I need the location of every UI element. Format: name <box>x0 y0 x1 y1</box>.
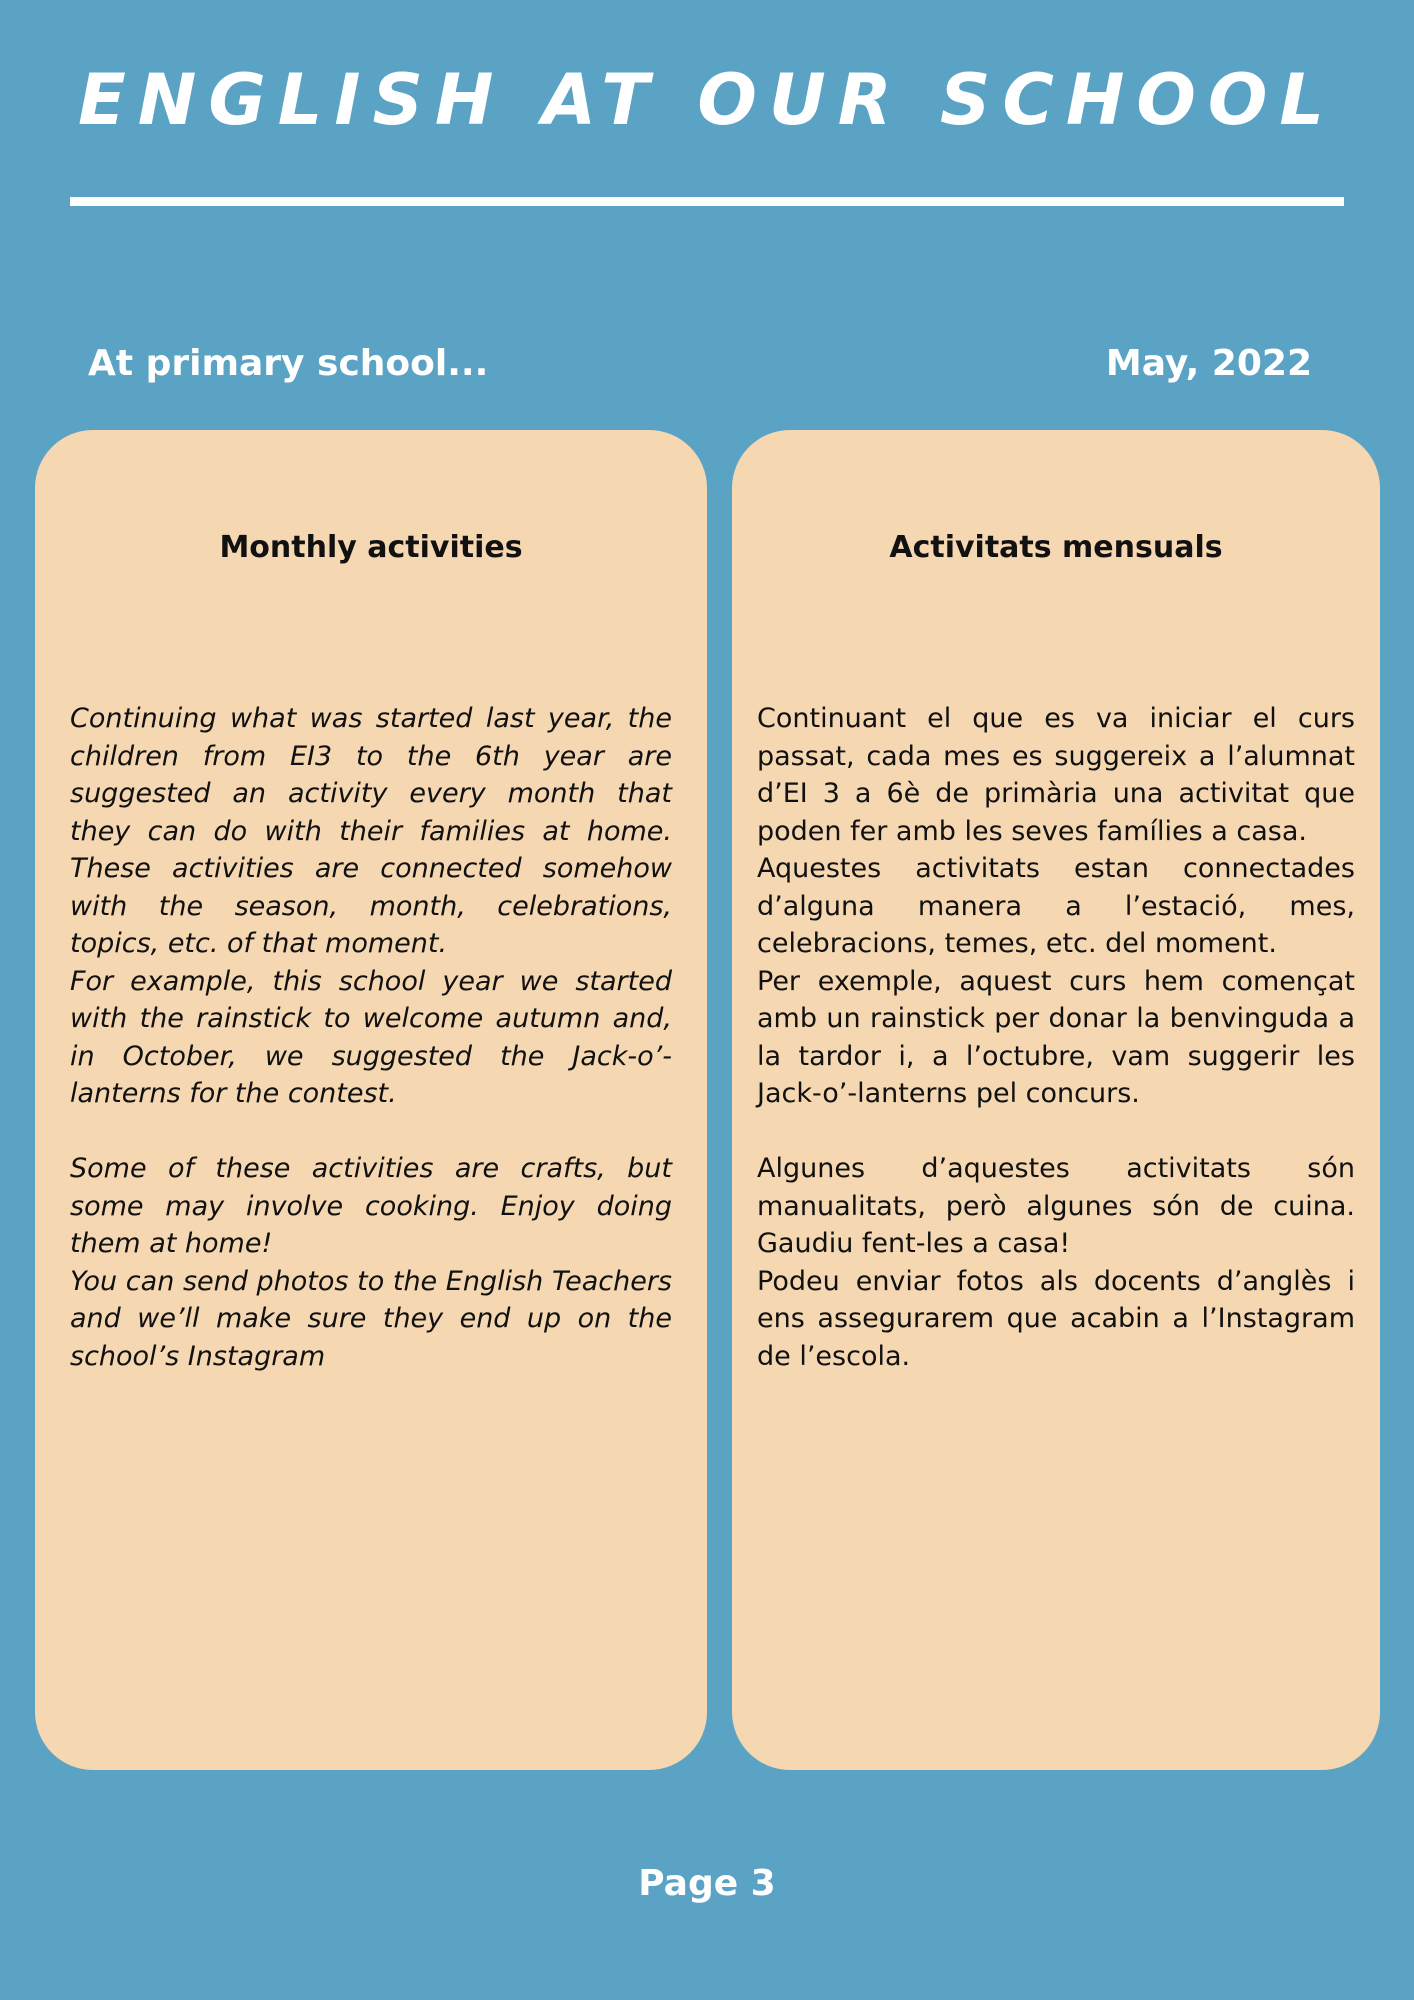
paragraph-spacer <box>70 1113 672 1151</box>
english-card-body <box>70 700 672 1375</box>
catalan-paragraph: Per exemple, aquest curs hem començat amb un rainstick per donar la benvinguda a la tardor i, a l’octubre, vam suggerir les Jack-o’-lanterns pel concurs. <box>757 965 1355 1109</box>
catalan-paragraph: Continuant el que es va iniciar el curs passat, cada mes es suggereix a l’alumnat d’EI 3 a 6è de primària una activitat que poden fer amb les seves famílies a casa. <box>757 703 1355 847</box>
paragraph-spacer <box>757 1113 1355 1151</box>
catalan-card-heading: Activitats mensuals <box>889 530 1223 565</box>
page-title: ENGLISH AT OUR SCHOOL <box>77 59 1337 141</box>
section-label: At primary school... <box>88 343 489 384</box>
english-paragraph: You can send photos to the English Teachers and we’ll make sure they end up on the school’s Instagram <box>70 1265 672 1372</box>
english-paragraph: Continuing what was started last year, the children from EI3 to the 6th year are suggested an activity every month that they can do with their families at home. These activities are connected somehow with the season, month, celebrations, topics, etc. of that moment. <box>70 703 672 959</box>
catalan-paragraph: Podeu enviar fotos als docents d’anglès i ens assegurarem que acabin a l’Instagram de l’escola. <box>757 1265 1355 1372</box>
english-card <box>35 430 707 1770</box>
catalan-card-body <box>757 700 1355 1375</box>
english-paragraph: Some of these activities are crafts, but some may involve cooking. Enjoy doing them at home! <box>70 1153 672 1259</box>
catalan-paragraph: Algunes d’aquestes activitats són manualitats, però algunes són de cuina. Gaudiu fent-les a casa! <box>757 1153 1355 1259</box>
english-card-heading: Monthly activities <box>219 530 523 565</box>
catalan-paragraph: Aquestes activitats estan connectades d’alguna manera a l’estació, mes, celebracions, temes, etc. del moment. <box>757 853 1355 959</box>
catalan-card <box>732 430 1380 1770</box>
title-underline <box>70 197 1344 206</box>
page-number: Page 3 <box>638 1863 776 1904</box>
issue-date: May, 2022 <box>1105 343 1312 384</box>
english-paragraph: For example, this school year we started with the rainstick to welcome autumn and, in October, we suggested the Jack-o’-lanterns for the contest. <box>70 965 672 1109</box>
